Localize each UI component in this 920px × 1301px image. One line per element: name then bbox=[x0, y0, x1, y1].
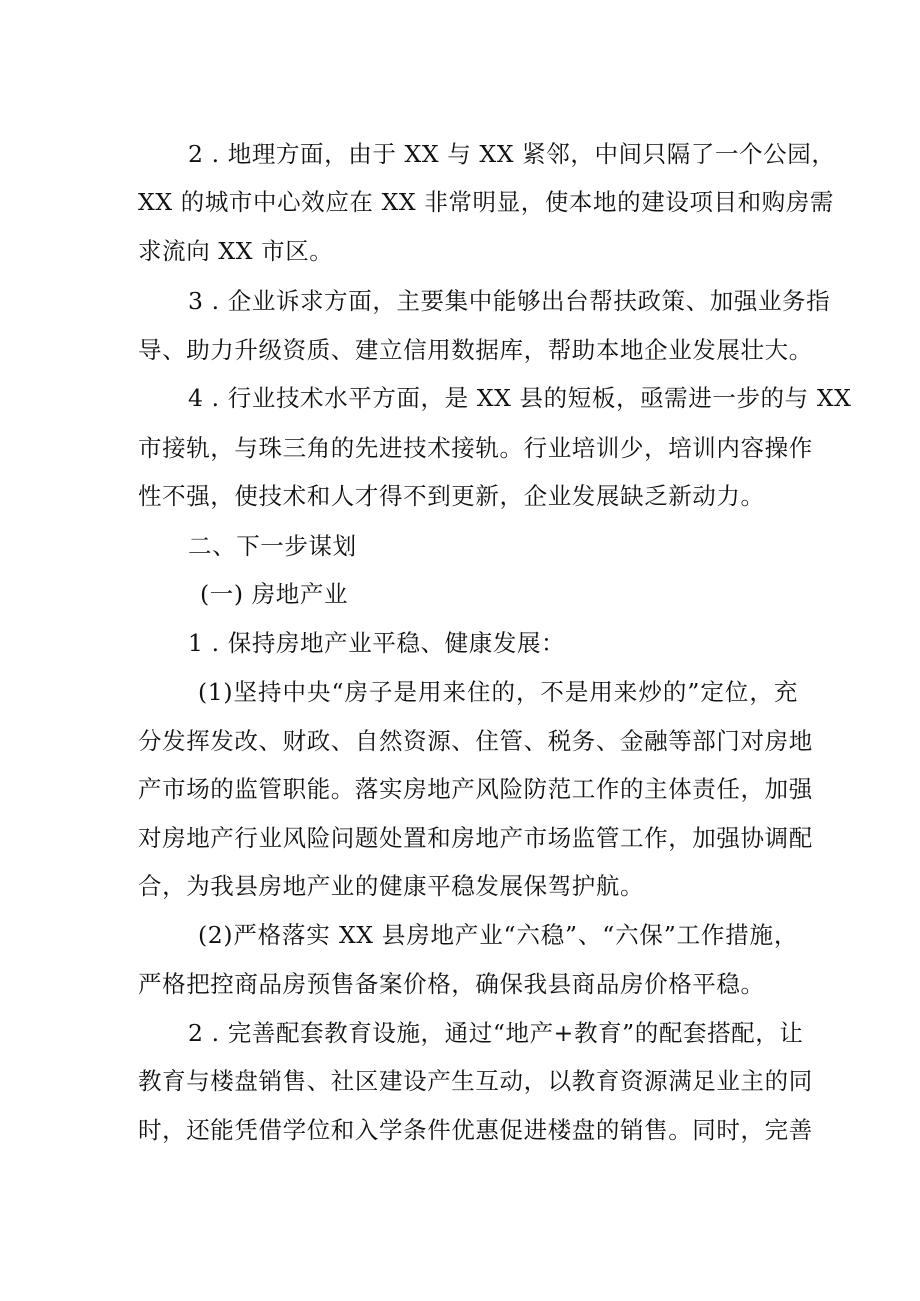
text-line: XX 的城市中心效应在 XX 非常明显，使本地的建设项目和购房需 bbox=[138, 188, 835, 216]
text-line: 分发挥发改、财政、自然资源、住管、税务、金融等部门对房地 bbox=[138, 727, 813, 755]
text-line: (2)严格落实 XX 县房地产业“六稳”、“六保”工作措施， bbox=[198, 921, 798, 949]
section-heading: 二、下一步谋划 bbox=[188, 532, 357, 560]
text-line: 产市场的监管职能。落实房地产风险防范工作的主体责任，加强 bbox=[138, 775, 813, 803]
text-line: 导、助力升级资质、建立信用数据库，帮助本地企业发展壮大。 bbox=[138, 336, 813, 364]
subsection-heading: (一) 房地产业 bbox=[200, 580, 349, 608]
text-line: 严格把控商品房预售备案价格，确保我县商品房价格平稳。 bbox=[138, 970, 765, 998]
text-line: 合，为我县房地产业的健康平稳发展保驾护航。 bbox=[138, 872, 645, 900]
text-line: 时，还能凭借学位和入学条件优惠促进楼盘的销售。同时，完善 bbox=[138, 1116, 813, 1144]
text-line: 对房地产行业风险问题处置和房地产市场监管工作，加强协调配 bbox=[138, 824, 813, 852]
text-line: 2 . 地理方面，由于 XX 与 XX 紧邻，中间只隔了一个公园， bbox=[188, 140, 836, 168]
text-line: 教育与楼盘销售、社区建设产生互动，以教育资源满足业主的同 bbox=[138, 1067, 813, 1095]
text-line: 2 . 完善配套教育设施，通过“地产+教育”的配套搭配，让 bbox=[188, 1019, 804, 1047]
text-line: (1)坚持中央“房子是用来住的，不是用来炒的”定位，充 bbox=[198, 678, 798, 706]
text-line: 3 . 企业诉求方面，主要集中能够出台帮扶政策、加强业务指 bbox=[188, 287, 831, 315]
text-line: 市接轨，与珠三角的先进技术接轨。行业培训少，培训内容操作 bbox=[138, 434, 813, 462]
text-line: 1 . 保持房地产业平稳、健康发展： bbox=[188, 629, 566, 657]
text-line: 求流向 XX 市区。 bbox=[138, 237, 334, 265]
text-line: 4 . 行业技术水平方面，是 XX 县的短板，亟需进一步的与 XX bbox=[188, 384, 852, 412]
text-line: 性不强，使技术和人才得不到更新，企业发展缺乏新动力。 bbox=[138, 482, 765, 510]
